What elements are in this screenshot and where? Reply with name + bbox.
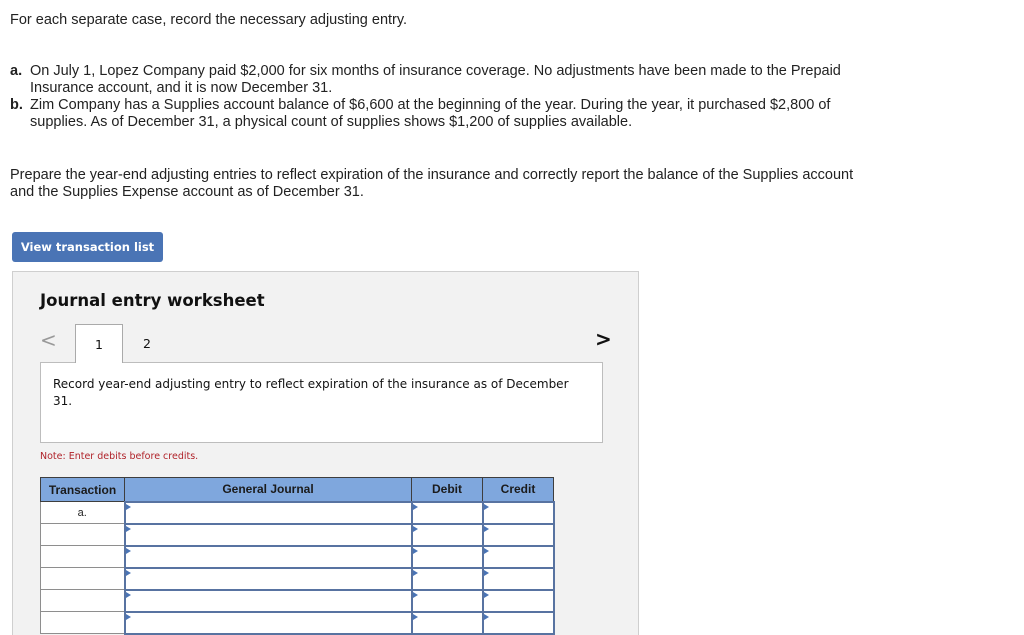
header-debit: Debit <box>412 478 483 502</box>
debit-cell[interactable] <box>412 612 483 634</box>
input-flag-icon <box>484 614 489 620</box>
tab-2[interactable]: 2 <box>143 336 151 351</box>
credit-input[interactable] <box>484 525 553 545</box>
worksheet-title: Journal entry worksheet <box>40 291 265 310</box>
input-flag-icon <box>484 548 489 554</box>
input-flag-icon <box>413 504 418 510</box>
header-general-journal: General Journal <box>125 478 412 502</box>
chevron-left-icon[interactable]: < <box>40 328 57 352</box>
case-a <box>10 63 910 97</box>
case-list <box>10 63 910 131</box>
dropdown-flag-icon <box>126 504 131 510</box>
input-flag-icon <box>484 570 489 576</box>
case-text: On July 1, Lopez Company paid $2,000 for six months of insurance coverage. No adjustments have been made to the Prepaid Insurance account, and it is now December 31. <box>30 63 841 96</box>
input-flag-icon <box>413 570 418 576</box>
input-flag-icon <box>484 592 489 598</box>
debit-input[interactable] <box>413 613 482 633</box>
case-text: Zim Company has a Supplies account balance of $6,600 at the beginning of the year. During the year, it purchased $2,800 of supplies. As of December 31, a physical count of supplies shows $1,200 of supplies available. <box>30 97 831 130</box>
input-flag-icon <box>484 504 489 510</box>
debit-input[interactable] <box>413 525 482 545</box>
credit-input[interactable] <box>484 547 553 567</box>
account-cell[interactable] <box>125 568 412 590</box>
credit-input[interactable] <box>484 503 553 523</box>
credit-cell[interactable] <box>483 524 554 546</box>
journal-entry-worksheet <box>12 271 639 635</box>
intro-text: For each separate case, record the necessary adjusting entry. <box>10 12 408 28</box>
transaction-cell <box>41 612 125 634</box>
credit-input[interactable] <box>484 569 553 589</box>
debit-cell[interactable] <box>412 502 483 524</box>
table-row <box>41 524 554 546</box>
tab-1[interactable]: 1 <box>75 324 123 363</box>
input-flag-icon <box>484 526 489 532</box>
debit-cell[interactable] <box>412 546 483 568</box>
credit-cell[interactable] <box>483 546 554 568</box>
dropdown-flag-icon <box>126 570 131 576</box>
account-cell[interactable] <box>125 502 412 524</box>
debit-cell[interactable] <box>412 590 483 612</box>
case-letter: b. <box>10 97 23 113</box>
case-letter: a. <box>10 63 23 79</box>
credit-cell[interactable] <box>483 502 554 524</box>
account-cell[interactable] <box>125 590 412 612</box>
account-input[interactable] <box>126 525 411 545</box>
account-cell[interactable] <box>125 524 412 546</box>
debit-input[interactable] <box>413 547 482 567</box>
account-cell[interactable] <box>125 612 412 634</box>
account-input[interactable] <box>126 613 411 633</box>
account-input[interactable] <box>126 569 411 589</box>
chevron-right-icon[interactable]: > <box>595 327 612 351</box>
dropdown-flag-icon <box>126 614 131 620</box>
header-transaction: Transaction <box>41 478 125 502</box>
dropdown-flag-icon <box>126 548 131 554</box>
credit-cell[interactable] <box>483 568 554 590</box>
dropdown-flag-icon <box>126 526 131 532</box>
debit-input[interactable] <box>413 503 482 523</box>
case-b <box>10 97 910 131</box>
note-text: Note: Enter debits before credits. <box>40 451 199 462</box>
transaction-cell <box>41 568 125 590</box>
input-flag-icon <box>413 526 418 532</box>
credit-cell[interactable] <box>483 590 554 612</box>
credit-input[interactable] <box>484 591 553 611</box>
debit-cell[interactable] <box>412 524 483 546</box>
table-row <box>41 590 554 612</box>
transaction-cell <box>41 590 125 612</box>
account-input[interactable] <box>126 591 411 611</box>
view-transaction-list-button[interactable]: View transaction list <box>12 232 163 262</box>
input-flag-icon <box>413 614 418 620</box>
account-input[interactable] <box>126 503 411 523</box>
table-row <box>41 568 554 590</box>
input-flag-icon <box>413 592 418 598</box>
question-prompt: Prepare the year-end adjusting entries to reflect expiration of the insurance and correctly report the balance of the Supplies account and the Supplies Expense account as of December 31. <box>10 167 854 200</box>
header-credit: Credit <box>483 478 554 502</box>
input-flag-icon <box>413 548 418 554</box>
credit-input[interactable] <box>484 613 553 633</box>
debit-input[interactable] <box>413 591 482 611</box>
dropdown-flag-icon <box>126 592 131 598</box>
account-input[interactable] <box>126 547 411 567</box>
transaction-cell: a. <box>41 502 125 524</box>
debit-cell[interactable] <box>412 568 483 590</box>
journal-table <box>40 477 555 635</box>
account-cell[interactable] <box>125 546 412 568</box>
entry-instruction: Record year-end adjusting entry to reflect expiration of the insurance as of December 31. <box>40 362 603 443</box>
credit-cell[interactable] <box>483 612 554 634</box>
table-row <box>41 546 554 568</box>
transaction-cell <box>41 546 125 568</box>
table-header-row <box>41 478 554 502</box>
transaction-cell <box>41 524 125 546</box>
table-row <box>41 502 554 524</box>
table-row <box>41 612 554 634</box>
debit-input[interactable] <box>413 569 482 589</box>
